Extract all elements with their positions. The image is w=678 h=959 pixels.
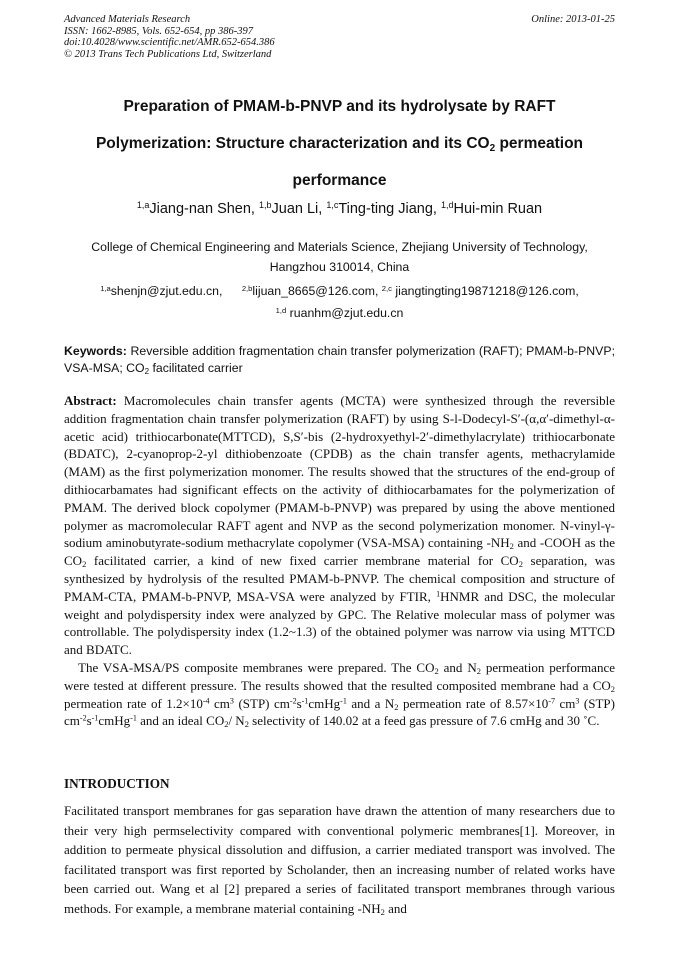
author: $^{1,d}$Hui-min Ruan [440, 200, 543, 217]
title-line-2: Polymerization: Structure characterization and its $CO_2$ permeation [95, 135, 584, 154]
email-list [64, 280, 615, 324]
doi: doi:10.4028/www.scientific.net/AMR.652-654.386 [64, 37, 275, 48]
abstract [64, 392, 615, 730]
email: $^{2,c}$ jiangtingting19871218@126.com, [381, 283, 579, 298]
author-list [64, 201, 615, 217]
keywords-label: Keywords: [64, 344, 127, 358]
author: $^{1,a}$Jiang-nan Shen, [136, 200, 259, 217]
abstract-paragraph-1: Abstract: Macromolecules chain transfer agents (MCTA) were synthesized through the reversible addition fragmentation chain transfer polymerization (RAFT) by using S-l-Dodecyl-S′-(α,α′-dimethyl-α-acetic acid) trithiocarbonate(MTTCD), S,S′-bis (2-hydroxyethyl-2′-dimethylacrylate) trithiocarbonate (BDATC), 2-cyanoprop-2-yl dithiobenzoate (CPDB) as the chain transfer agents, methacrylamide (MAM) as the first polymerization monomer. The results showed that the structures of the end-group of dithiocarbamates had significant effects on the activity of dithiocarbamates for the polymerization of PMAM. The derived block copolymer (PMAM-b-PNVP) was prepared by using the above mentioned polymer as macromolecular RAFT agent and NVP as the second polymerization monomer. N-vinyl-γ-sodium aminobutyrate-sodium methacrylate copolymer (VSA-MSA) containing $-NH_2$ and -COOH as the $CO_2$ facilitated carrier, a kind of new fixed carrier membrane material for $CO_2$ separation, was synthesized by hydrolysis of the resulted PMAM-b-PNVP. The chemical composition and structure of PMAM-CTA, PMAM-b-PNVP, MSA-VSA were analyzed by FTIR, $^1$HNMR and DSC, the molecular weight and polydispersity index were analyzed by GPC. The Relative molecular mass of polymer was controllable. The polydispersity index (1.2~1.3) of the obtained polymer was narrow via using MTTCD and BDATC. [64, 393, 616, 658]
online-date: Online: 2013-01-25 [531, 14, 615, 25]
intro-paragraph-1: Facilitated transport membranes for gas separation have drawn the attention of many researchers due to their very high permselectivity compared with conventional polymeric membranes[1]. Moreover, in addition to permeate physical dissolution and diffusion, a carrier mediated transport was involved. The facilitated transport was first reported by Scholander, then an increasing number of related works have been carried out. Wang et al [2] prepared a series of facilitated transport membranes through various methods. For example, a membrane material containing $-NH_2$ and [64, 803, 615, 917]
introduction-body [64, 801, 615, 918]
keywords: Keywords: Reversible addition fragmentation chain transfer polymerization (RAFT); PMAM-b-PNVP; VSA-MSA; $CO_2$ facilitated carrier [64, 344, 615, 376]
paper-title [64, 88, 615, 199]
issn: ISSN: 1662-8985, Vols. 652-654, pp 386-397 [64, 25, 253, 37]
abstract-label: Abstract: [64, 393, 117, 408]
email: $^{1,d}$ ruanhm@zjut.edu.cn [275, 305, 404, 320]
section-heading-introduction: INTRODUCTION [64, 776, 170, 791]
abstract-paragraph-2: The VSA-MSA/PS composite membranes were prepared. The $CO_2$ and $N_2$ permeation performance were tested at different pressure. The results showed that the resulted composited membrane had a $CO_2$ permeation rate of $1.2\times 10^{-4}$ $cm^3$ (STP) $cm^{-2}s^{-1}cmHg^{-1}$ and a $N_2$ permeation rate of $8.57\times 10^{-7}$ $cm^3$ (STP) $cm^{-2}s^{-1}cmHg^{-1}$ and an ideal $CO_2/$ $N_2$ selectivity of 140.02 at a feed gas pressure of 7.6 cmHg and 30 ˚C. [64, 659, 615, 730]
author: $^{1,b}$Juan Li, [259, 200, 327, 217]
copyright: © 2013 Trans Tech Publications Ltd, Switzerland [64, 48, 272, 60]
journal-name: Advanced Materials Research [64, 14, 191, 25]
email: $^{2,b}$lijuan_8665@126.com, [241, 283, 379, 298]
affiliation-line-2: Hangzhou 310014, China [269, 260, 410, 274]
title-line-1: Preparation of PMAM-b-PNVP and its hydrolysate by RAFT [123, 98, 556, 115]
email: $^{1,a}$shenjn@zjut.edu.cn, [100, 283, 223, 298]
title-line-3: performance [292, 172, 387, 189]
author: $^{1,c}$Ting-ting Jiang, [326, 200, 441, 217]
affiliation [64, 237, 615, 277]
affiliation-line-1: College of Chemical Engineering and Materials Science, Zhejiang University of Technology, [91, 240, 588, 254]
journal-header [64, 14, 615, 60]
